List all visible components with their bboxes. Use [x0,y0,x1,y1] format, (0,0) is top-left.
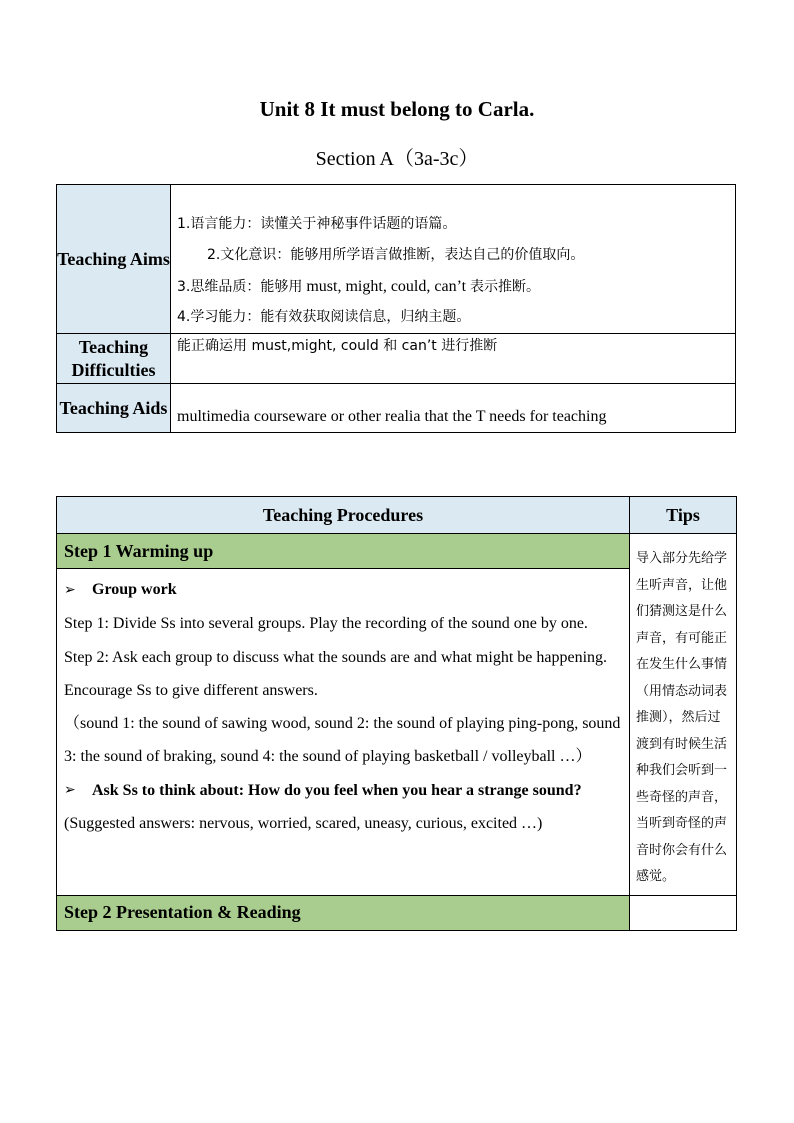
teaching-aims-table [56,184,736,433]
procedures-header: Teaching Procedures [57,497,630,534]
step1-instruction-1: Step 1: Divide Ss into several groups. Play the recording of the sound one by one. [64,615,588,633]
aim-line-2: 2.文化意识：能够用所学语言做推断，表达自己的价值取向。 [207,247,585,263]
doc-subtitle: Section A（3a-3c） [315,148,479,170]
teaching-difficulties-label: Teaching Difficulties [57,334,171,384]
tips-header: Tips [630,497,737,534]
step1-tips: 导入部分先给学生听声音，让他们猜测这是什么声音，有可能正在发生什么事情（用情态动词表推测），然后过渡到有时候生活种我们会听到一些奇怪的声音，当听到奇怪的声音时你会有什么感觉。 [630,534,737,896]
teaching-aids-content: multimedia courseware or other realia that the T needs for teaching [171,384,736,433]
teaching-aims-content [171,185,736,334]
step1-body [57,569,630,896]
aim-line-3-cn2: 表示推断。 [470,279,541,295]
aim-line-3-cn: 3.思维品质：能够用 [177,279,303,295]
group-work-item [64,573,623,607]
aim-line-3-en: must, might, could, can’t [302,278,471,295]
teaching-aids-label: Teaching Aids [57,384,171,433]
teaching-difficulties-content: 能正确运用 must,might, could 和 can’t 进行推断 [171,334,736,384]
group-work-label: Group work [92,581,177,598]
sound-list: （sound 1: the sound of sawing wood, sound 2: the sound of playing ping-pong, sound 3: the sound of braking, sound 4: the sound of playing basketball / volleyball …） [64,715,621,766]
aim-line-3 [177,271,735,302]
doc-title: Unit 8 It must belong to Carla. [259,97,535,121]
think-question-item [64,774,623,807]
aim-line-4: 4.学习能力：能有效获取阅读信息，归纳主题。 [177,309,471,325]
arrow-bullet-icon: ➢ [64,781,76,798]
step1-instruction-2: Step 2: Ask each group to discuss what the sounds are and what might be happening. Encourage Ss to give different answers. [64,648,608,699]
step1-title: Step 1 Warming up [57,534,630,569]
step2-tips [630,895,737,930]
teaching-procedures-table [56,496,737,931]
aim-line-1: 1.语言能力：读懂关于神秘事件话题的语篇。 [177,216,457,232]
suggested-answers: (Suggested answers: nervous, worried, scared, uneasy, curious, excited …) [64,815,543,833]
think-question: Ask Ss to think about: How do you feel when you hear a strange sound? [92,781,582,799]
step2-title: Step 2 Presentation & Reading [57,895,630,930]
teaching-aims-label: Teaching Aims [57,185,171,334]
arrow-bullet-icon: ➢ [64,582,76,598]
